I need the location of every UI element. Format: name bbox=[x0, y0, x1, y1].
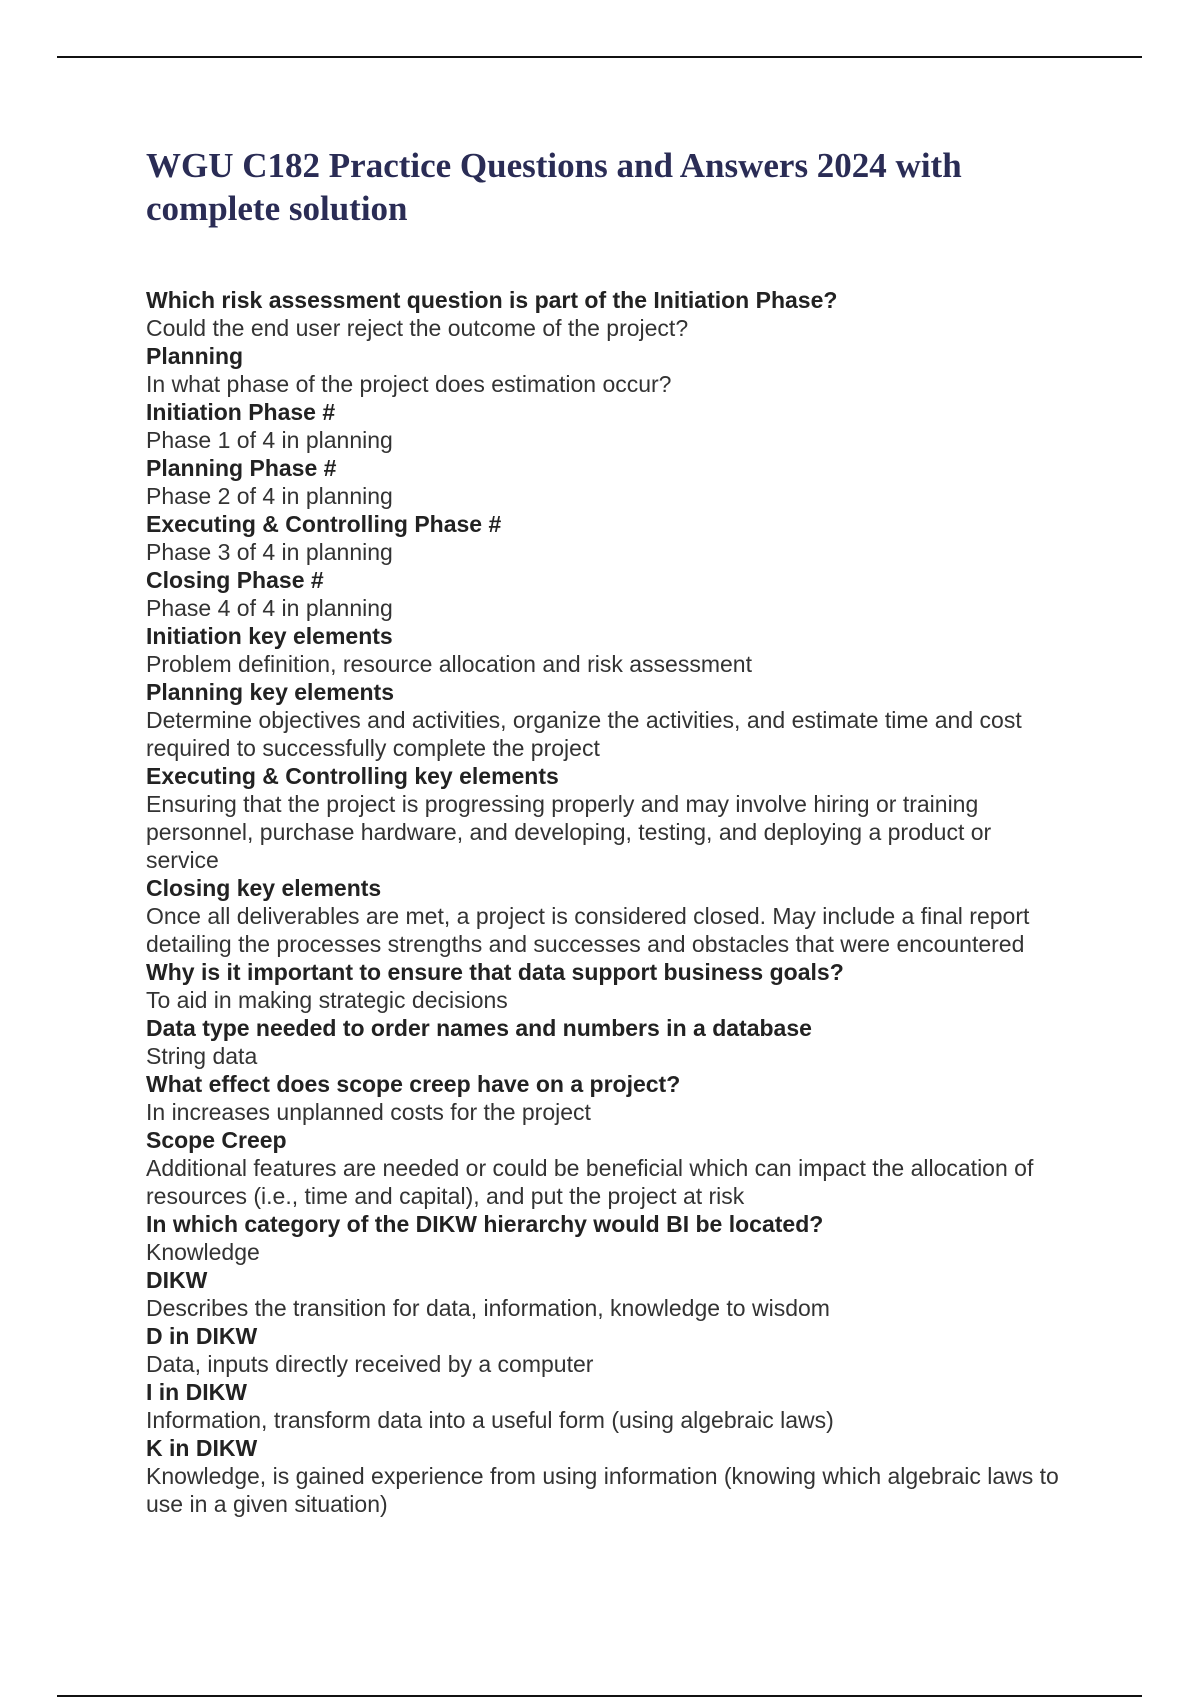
qa-list bbox=[146, 286, 1066, 1518]
answer: In what phase of the project does estimation occur? bbox=[146, 371, 672, 397]
question: Scope Creep bbox=[146, 1127, 287, 1153]
question: Planning bbox=[146, 343, 244, 369]
question: Which risk assessment question is part of the Initiation Phase? bbox=[146, 287, 838, 313]
question: I in DIKW bbox=[146, 1379, 247, 1405]
answer: Phase 2 of 4 in planning bbox=[146, 483, 393, 509]
question: DIKW bbox=[146, 1267, 208, 1293]
top-divider bbox=[57, 56, 1142, 58]
question: Data type needed to order names and numbers in a database bbox=[146, 1015, 812, 1041]
question: D in DIKW bbox=[146, 1323, 258, 1349]
answer: Phase 3 of 4 in planning bbox=[146, 539, 393, 565]
answer: Describes the transition for data, information, knowledge to wisdom bbox=[146, 1295, 830, 1321]
answer: To aid in making strategic decisions bbox=[146, 987, 508, 1013]
document-title: WGU C182 Practice Questions and Answers 2024 with complete solution bbox=[146, 146, 962, 228]
question: Initiation Phase # bbox=[146, 399, 336, 425]
question: Planning Phase # bbox=[146, 455, 337, 481]
answer: Problem definition, resource allocation and risk assessment bbox=[146, 651, 752, 677]
answer: Could the end user reject the outcome of the project? bbox=[146, 315, 689, 341]
answer: In increases unplanned costs for the project bbox=[146, 1099, 591, 1125]
question: Planning key elements bbox=[146, 679, 394, 705]
answer: Phase 1 of 4 in planning bbox=[146, 427, 393, 453]
answer: Information, transform data into a useful form (using algebraic laws) bbox=[146, 1407, 834, 1433]
answer: Additional features are needed or could be beneficial which can impact the allocation of resources (i.e., time and capital), and put the project at risk bbox=[146, 1155, 1034, 1209]
question: Why is it important to ensure that data support business goals? bbox=[146, 959, 844, 985]
answer: Once all deliverables are met, a project is considered closed. May include a final report detailing the processes strengths and successes and obstacles that were encountered bbox=[146, 903, 1030, 957]
answer: Knowledge bbox=[146, 1239, 260, 1265]
answer: Phase 4 of 4 in planning bbox=[146, 595, 393, 621]
answer: Knowledge, is gained experience from using information (knowing which algebraic laws to use in a given situation) bbox=[146, 1463, 1059, 1517]
bottom-divider bbox=[57, 1695, 1142, 1697]
question: Executing & Controlling key elements bbox=[146, 763, 559, 789]
question: K in DIKW bbox=[146, 1435, 258, 1461]
question: Initiation key elements bbox=[146, 623, 393, 649]
answer: Data, inputs directly received by a computer bbox=[146, 1351, 594, 1377]
question: In which category of the DIKW hierarchy would BI be located? bbox=[146, 1211, 824, 1237]
answer: Determine objectives and activities, organize the activities, and estimate time and cost required to successfully complete the project bbox=[146, 707, 1022, 761]
question: What effect does scope creep have on a project? bbox=[146, 1071, 681, 1097]
answer: Ensuring that the project is progressing properly and may involve hiring or training personnel, purchase hardware, and developing, testing, and deploying a product or service bbox=[146, 791, 992, 873]
question: Closing key elements bbox=[146, 875, 382, 901]
question: Closing Phase # bbox=[146, 567, 324, 593]
answer: String data bbox=[146, 1043, 258, 1069]
question: Executing & Controlling Phase # bbox=[146, 511, 502, 537]
